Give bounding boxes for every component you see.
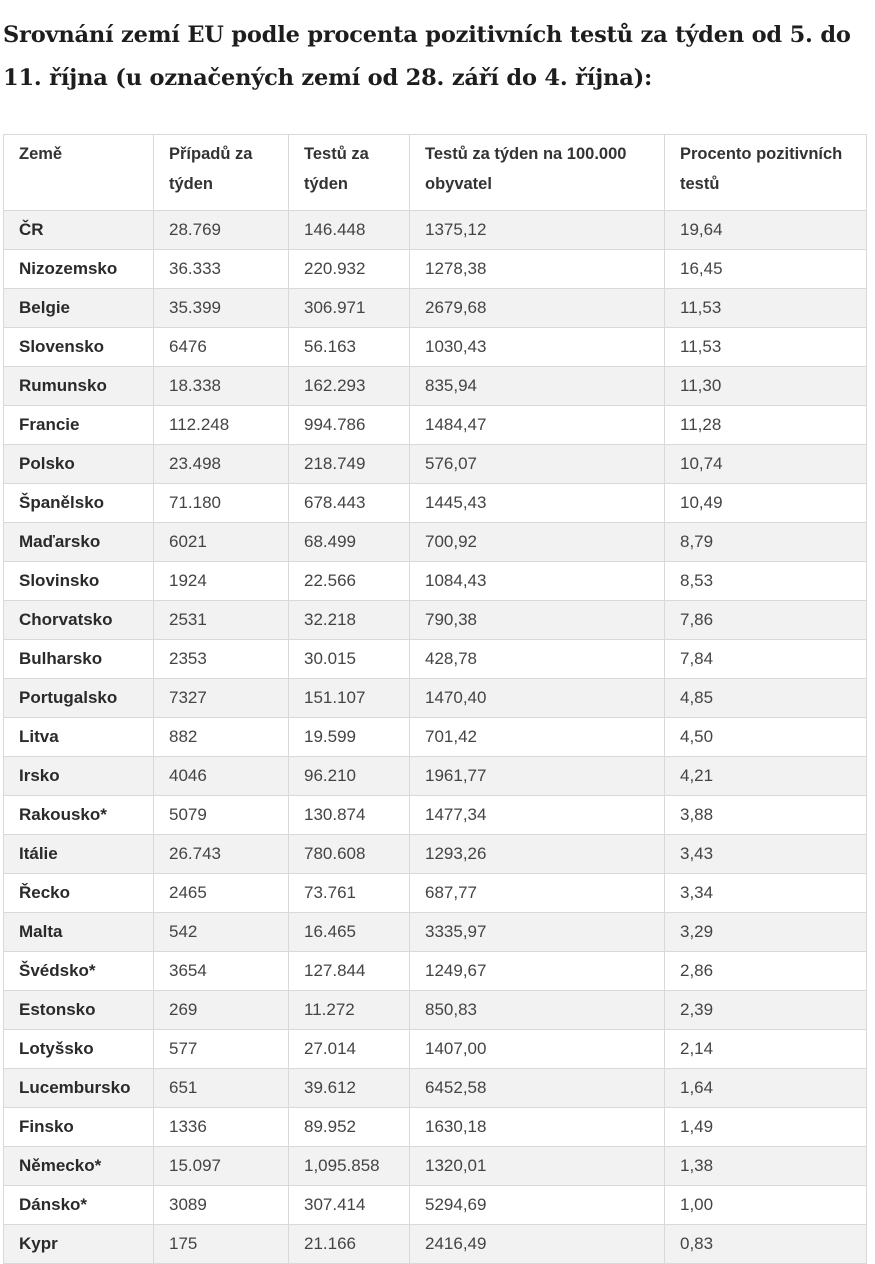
cell-tests-per-100k: 1961,77 — [410, 757, 665, 796]
cell-country: Rumunsko — [4, 367, 154, 406]
cell-weekly-tests: 1,095.858 — [289, 1147, 410, 1186]
cell-tests-per-100k: 6452,58 — [410, 1069, 665, 1108]
cell-country: Itálie — [4, 835, 154, 874]
cell-tests-per-100k: 700,92 — [410, 523, 665, 562]
cell-country: Irsko — [4, 757, 154, 796]
cell-country: Španělsko — [4, 484, 154, 523]
cell-country: Lucembursko — [4, 1069, 154, 1108]
cell-weekly-cases: 28.769 — [154, 211, 289, 250]
cell-positive-percent: 10,74 — [665, 445, 867, 484]
cell-country: Kypr — [4, 1225, 154, 1264]
cell-weekly-tests: 127.844 — [289, 952, 410, 991]
cell-weekly-cases: 23.498 — [154, 445, 289, 484]
cell-weekly-cases: 3089 — [154, 1186, 289, 1225]
cell-weekly-cases: 1924 — [154, 562, 289, 601]
cell-weekly-tests: 218.749 — [289, 445, 410, 484]
cell-weekly-tests: 39.612 — [289, 1069, 410, 1108]
cell-weekly-cases: 6021 — [154, 523, 289, 562]
cell-tests-per-100k: 1484,47 — [410, 406, 665, 445]
table-row — [4, 289, 867, 328]
cell-positive-percent: 11,53 — [665, 289, 867, 328]
cell-positive-percent: 11,28 — [665, 406, 867, 445]
cell-country: Maďarsko — [4, 523, 154, 562]
table-row — [4, 874, 867, 913]
table-row — [4, 640, 867, 679]
table-body — [4, 211, 867, 1264]
cell-weekly-tests: 780.608 — [289, 835, 410, 874]
cell-country: ČR — [4, 211, 154, 250]
cell-weekly-cases: 577 — [154, 1030, 289, 1069]
cell-tests-per-100k: 1477,34 — [410, 796, 665, 835]
cell-country: Chorvatsko — [4, 601, 154, 640]
table-row — [4, 718, 867, 757]
cell-weekly-cases: 5079 — [154, 796, 289, 835]
cell-positive-percent: 16,45 — [665, 250, 867, 289]
table-row — [4, 1186, 867, 1225]
cell-weekly-cases: 18.338 — [154, 367, 289, 406]
table-row — [4, 445, 867, 484]
cell-positive-percent: 1,00 — [665, 1186, 867, 1225]
cell-weekly-tests: 151.107 — [289, 679, 410, 718]
cell-weekly-tests: 56.163 — [289, 328, 410, 367]
cell-country: Německo* — [4, 1147, 154, 1186]
cell-positive-percent: 7,84 — [665, 640, 867, 679]
table-row — [4, 952, 867, 991]
cell-country: Rakousko* — [4, 796, 154, 835]
header-positive-percent: Procento pozitivních testů — [665, 135, 867, 211]
cell-weekly-tests: 68.499 — [289, 523, 410, 562]
cell-weekly-tests: 22.566 — [289, 562, 410, 601]
cell-country: Estonsko — [4, 991, 154, 1030]
cell-tests-per-100k: 1375,12 — [410, 211, 665, 250]
cell-tests-per-100k: 428,78 — [410, 640, 665, 679]
cell-tests-per-100k: 1249,67 — [410, 952, 665, 991]
cell-country: Finsko — [4, 1108, 154, 1147]
cell-tests-per-100k: 850,83 — [410, 991, 665, 1030]
cell-country: Slovensko — [4, 328, 154, 367]
table-row — [4, 1030, 867, 1069]
cell-country: Francie — [4, 406, 154, 445]
table-row — [4, 367, 867, 406]
cell-positive-percent: 0,83 — [665, 1225, 867, 1264]
cell-positive-percent: 2,39 — [665, 991, 867, 1030]
cell-country: Malta — [4, 913, 154, 952]
table-row — [4, 1147, 867, 1186]
cell-weekly-cases: 112.248 — [154, 406, 289, 445]
cell-country: Řecko — [4, 874, 154, 913]
table-row — [4, 484, 867, 523]
cell-positive-percent: 1,49 — [665, 1108, 867, 1147]
cell-tests-per-100k: 5294,69 — [410, 1186, 665, 1225]
header-tests-per-100k: Testů za týden na 100.000 obyvatel — [410, 135, 665, 211]
cell-positive-percent: 19,64 — [665, 211, 867, 250]
cell-tests-per-100k: 1407,00 — [410, 1030, 665, 1069]
cell-positive-percent: 4,21 — [665, 757, 867, 796]
cell-country: Polsko — [4, 445, 154, 484]
header-weekly-cases: Případů za týden — [154, 135, 289, 211]
cell-weekly-cases: 882 — [154, 718, 289, 757]
cell-tests-per-100k: 1030,43 — [410, 328, 665, 367]
cell-weekly-tests: 307.414 — [289, 1186, 410, 1225]
cell-tests-per-100k: 1320,01 — [410, 1147, 665, 1186]
cell-weekly-cases: 36.333 — [154, 250, 289, 289]
cell-country: Lotyšsko — [4, 1030, 154, 1069]
cell-weekly-cases: 2531 — [154, 601, 289, 640]
cell-positive-percent: 4,85 — [665, 679, 867, 718]
cell-tests-per-100k: 2679,68 — [410, 289, 665, 328]
countries-table — [3, 134, 867, 1264]
cell-positive-percent: 11,30 — [665, 367, 867, 406]
cell-weekly-cases: 71.180 — [154, 484, 289, 523]
cell-positive-percent: 4,50 — [665, 718, 867, 757]
cell-positive-percent: 8,53 — [665, 562, 867, 601]
cell-weekly-cases: 4046 — [154, 757, 289, 796]
table-row — [4, 1069, 867, 1108]
cell-positive-percent: 3,29 — [665, 913, 867, 952]
table-row — [4, 250, 867, 289]
cell-weekly-tests: 306.971 — [289, 289, 410, 328]
cell-weekly-cases: 2465 — [154, 874, 289, 913]
cell-weekly-tests: 89.952 — [289, 1108, 410, 1147]
table-row — [4, 523, 867, 562]
cell-weekly-tests: 678.443 — [289, 484, 410, 523]
table-header-row — [4, 135, 867, 211]
cell-weekly-cases: 175 — [154, 1225, 289, 1264]
cell-tests-per-100k: 3335,97 — [410, 913, 665, 952]
cell-weekly-cases: 7327 — [154, 679, 289, 718]
cell-tests-per-100k: 835,94 — [410, 367, 665, 406]
table-row — [4, 757, 867, 796]
cell-weekly-tests: 96.210 — [289, 757, 410, 796]
cell-country: Slovinsko — [4, 562, 154, 601]
cell-tests-per-100k: 1084,43 — [410, 562, 665, 601]
table-row — [4, 1108, 867, 1147]
cell-country: Belgie — [4, 289, 154, 328]
cell-tests-per-100k: 701,42 — [410, 718, 665, 757]
cell-tests-per-100k: 1293,26 — [410, 835, 665, 874]
cell-weekly-cases: 1336 — [154, 1108, 289, 1147]
cell-weekly-tests: 30.015 — [289, 640, 410, 679]
table-row — [4, 991, 867, 1030]
cell-positive-percent: 2,86 — [665, 952, 867, 991]
cell-positive-percent: 7,86 — [665, 601, 867, 640]
header-country: Země — [4, 135, 154, 211]
header-weekly-tests: Testů za týden — [289, 135, 410, 211]
cell-country: Bulharsko — [4, 640, 154, 679]
cell-weekly-cases: 2353 — [154, 640, 289, 679]
cell-tests-per-100k: 1470,40 — [410, 679, 665, 718]
cell-positive-percent: 11,53 — [665, 328, 867, 367]
table-row — [4, 835, 867, 874]
cell-positive-percent: 1,64 — [665, 1069, 867, 1108]
cell-country: Dánsko* — [4, 1186, 154, 1225]
cell-weekly-cases: 15.097 — [154, 1147, 289, 1186]
cell-country: Švédsko* — [4, 952, 154, 991]
cell-weekly-tests: 130.874 — [289, 796, 410, 835]
cell-tests-per-100k: 1445,43 — [410, 484, 665, 523]
cell-country: Portugalsko — [4, 679, 154, 718]
page-heading: Srovnání zemí EU podle procenta pozitivních testů za týden od 5. do 11. října (u označených zemí od 28. září do 4. října): — [3, 22, 851, 91]
cell-weekly-cases: 542 — [154, 913, 289, 952]
table-row — [4, 406, 867, 445]
cell-weekly-tests: 32.218 — [289, 601, 410, 640]
cell-tests-per-100k: 687,77 — [410, 874, 665, 913]
cell-tests-per-100k: 1630,18 — [410, 1108, 665, 1147]
cell-weekly-tests: 27.014 — [289, 1030, 410, 1069]
cell-country: Litva — [4, 718, 154, 757]
cell-tests-per-100k: 1278,38 — [410, 250, 665, 289]
table-row — [4, 601, 867, 640]
cell-weekly-cases: 26.743 — [154, 835, 289, 874]
cell-weekly-cases: 3654 — [154, 952, 289, 991]
cell-weekly-tests: 16.465 — [289, 913, 410, 952]
cell-weekly-tests: 220.932 — [289, 250, 410, 289]
table-row — [4, 211, 867, 250]
cell-weekly-cases: 6476 — [154, 328, 289, 367]
cell-weekly-cases: 269 — [154, 991, 289, 1030]
cell-positive-percent: 3,88 — [665, 796, 867, 835]
cell-weekly-tests: 11.272 — [289, 991, 410, 1030]
cell-weekly-tests: 146.448 — [289, 211, 410, 250]
cell-weekly-tests: 162.293 — [289, 367, 410, 406]
cell-weekly-tests: 73.761 — [289, 874, 410, 913]
table-row — [4, 679, 867, 718]
cell-tests-per-100k: 790,38 — [410, 601, 665, 640]
cell-weekly-tests: 21.166 — [289, 1225, 410, 1264]
table-row — [4, 328, 867, 367]
cell-positive-percent: 1,38 — [665, 1147, 867, 1186]
table-row — [4, 796, 867, 835]
cell-tests-per-100k: 576,07 — [410, 445, 665, 484]
cell-positive-percent: 8,79 — [665, 523, 867, 562]
cell-tests-per-100k: 2416,49 — [410, 1225, 665, 1264]
cell-positive-percent: 2,14 — [665, 1030, 867, 1069]
cell-positive-percent: 10,49 — [665, 484, 867, 523]
cell-positive-percent: 3,34 — [665, 874, 867, 913]
cell-weekly-tests: 994.786 — [289, 406, 410, 445]
cell-weekly-cases: 651 — [154, 1069, 289, 1108]
cell-weekly-cases: 35.399 — [154, 289, 289, 328]
table-row — [4, 1225, 867, 1264]
table-row — [4, 913, 867, 952]
cell-weekly-tests: 19.599 — [289, 718, 410, 757]
cell-country: Nizozemsko — [4, 250, 154, 289]
cell-positive-percent: 3,43 — [665, 835, 867, 874]
table-row — [4, 562, 867, 601]
